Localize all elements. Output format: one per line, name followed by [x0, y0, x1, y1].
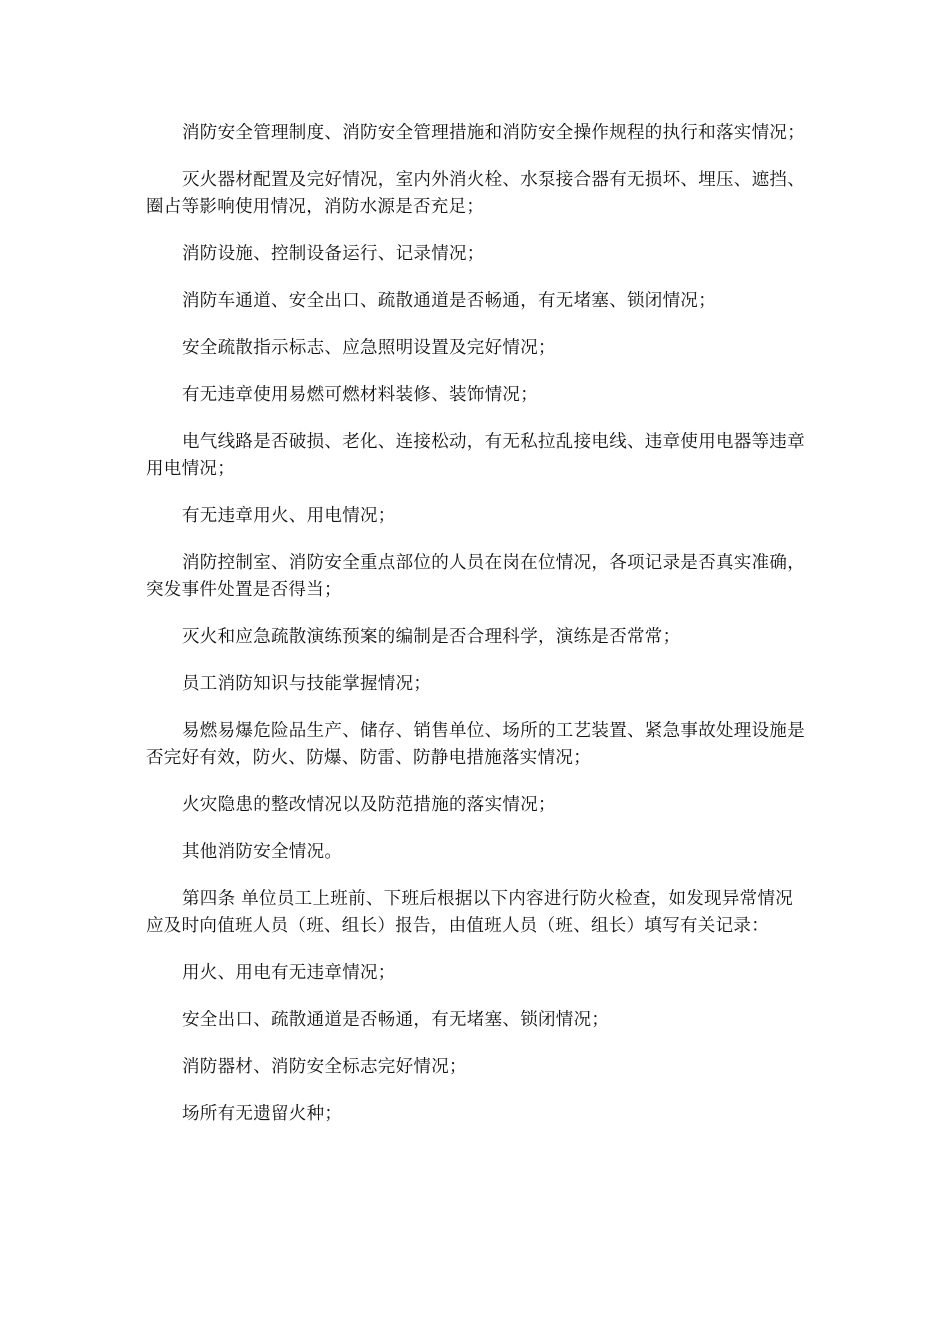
paragraph-1: 消防安全管理制度、消防安全管理措施和消防安全操作规程的执行和落实情况； — [182, 123, 805, 143]
paragraph-3: 消防设施、控制设备运行、记录情况； — [182, 244, 485, 264]
paragraph-7: 电气线路是否破损、老化、连接松动，有无私拉乱接电线、违章使用电器等违章用电情况； — [146, 432, 805, 479]
paragraph-4: 消防车通道、安全出口、疏散通道是否畅通，有无堵塞、锁闭情况； — [182, 291, 716, 311]
paragraph-11: 员工消防知识与技能掌握情况； — [182, 674, 432, 694]
paragraph-8: 有无违章用火、用电情况； — [182, 506, 396, 526]
article-4-paragraph: 第四条 单位员工上班前、下班后根据以下内容进行防火检查，如发现异常情况应及时向值班人员（班、组长）报告，由值班人员（班、组长）填写有关记录： — [146, 889, 794, 936]
paragraph-18: 消防器材、消防安全标志完好情况； — [182, 1057, 467, 1077]
paragraph-14: 其他消防安全情况。 — [182, 842, 343, 862]
paragraph-10: 灭火和应急疏散演练预案的编制是否合理科学，演练是否常常； — [182, 627, 681, 647]
paragraph-13: 火灾隐患的整改情况以及防范措施的落实情况； — [182, 795, 556, 815]
paragraph-17: 安全出口、疏散通道是否畅通，有无堵塞、锁闭情况； — [182, 1010, 610, 1030]
paragraph-16: 用火、用电有无违章情况； — [182, 963, 396, 983]
paragraph-2: 灭火器材配置及完好情况，室内外消火栓、水泵接合器有无损坏、埋压、遮挡、圈占等影响使用情况，消防水源是否充足； — [146, 170, 805, 217]
paragraph-12: 易燃易爆危险品生产、储存、销售单位、场所的工艺装置、紧急事故处理设施是否完好有效，防火、防爆、防雷、防静电措施落实情况； — [146, 721, 805, 768]
paragraph-19: 场所有无遗留火种； — [182, 1104, 343, 1124]
paragraph-5: 安全疏散指示标志、应急照明设置及完好情况； — [182, 338, 556, 358]
document-body — [146, 120, 808, 1148]
paragraph-6: 有无违章使用易燃可燃材料装修、装饰情况； — [182, 385, 538, 405]
paragraph-9: 消防控制室、消防安全重点部位的人员在岗在位情况，各项记录是否真实准确，突发事件处置是否得当； — [146, 553, 805, 600]
